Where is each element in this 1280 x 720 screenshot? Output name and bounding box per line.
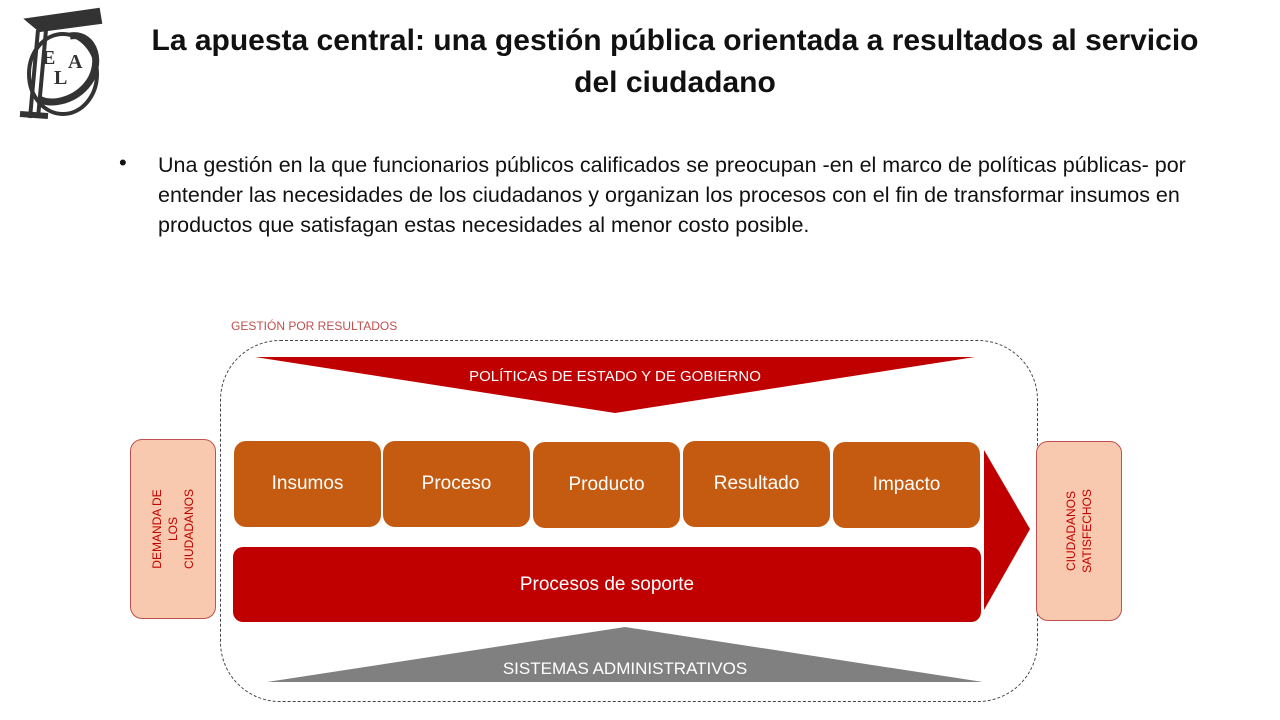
frame-label: GESTIÓN POR RESULTADOS — [231, 319, 398, 333]
policies-banner-label: POLÍTICAS DE ESTADO Y DE GOBIERNO — [469, 368, 761, 385]
admin-systems-banner-label: SISTEMAS ADMINISTRATIVOS — [502, 659, 748, 678]
support-processes-bar: Procesos de soporte — [233, 547, 981, 622]
satisfied-citizens-box — [1036, 441, 1122, 621]
logo-letter-a: A — [68, 51, 83, 73]
logo-letter-e: E — [42, 47, 56, 69]
policies-banner-shape — [255, 357, 975, 415]
citizen-demand-box — [130, 439, 216, 619]
logo-letter-l: L — [54, 67, 68, 89]
bullet-text: Una gestión en la que funcionarios públicos calificados se preocupan -en el marco de políticas públicas- por entender las necesidades de los ciudadanos y organizan los procesos con el fin de transformar insumos en productos que satisfagan estas necesidades al menor costo posible. — [158, 153, 1186, 237]
ela-logo — [8, 6, 108, 126]
satisfied-citizens-label: CIUDADANOS SATISFECHOS — [1064, 489, 1094, 573]
stage-proceso: Proceso — [383, 441, 530, 527]
flow-arrow-icon — [984, 450, 1032, 612]
stage-impacto: Impacto — [833, 442, 980, 528]
bullet-dot: • — [119, 150, 127, 175]
ela-75-logo-icon — [8, 6, 108, 126]
stage-insumos: Insumos — [234, 441, 381, 527]
slide-title: La apuesta central: una gestión pública orientada a resultados al servicio del ciudadano — [151, 24, 1199, 99]
stage-resultado: Resultado — [683, 441, 830, 527]
stage-producto: Producto — [533, 442, 680, 528]
citizen-demand-label: DEMANDA DE LOS CIUDADANOS — [150, 489, 196, 570]
